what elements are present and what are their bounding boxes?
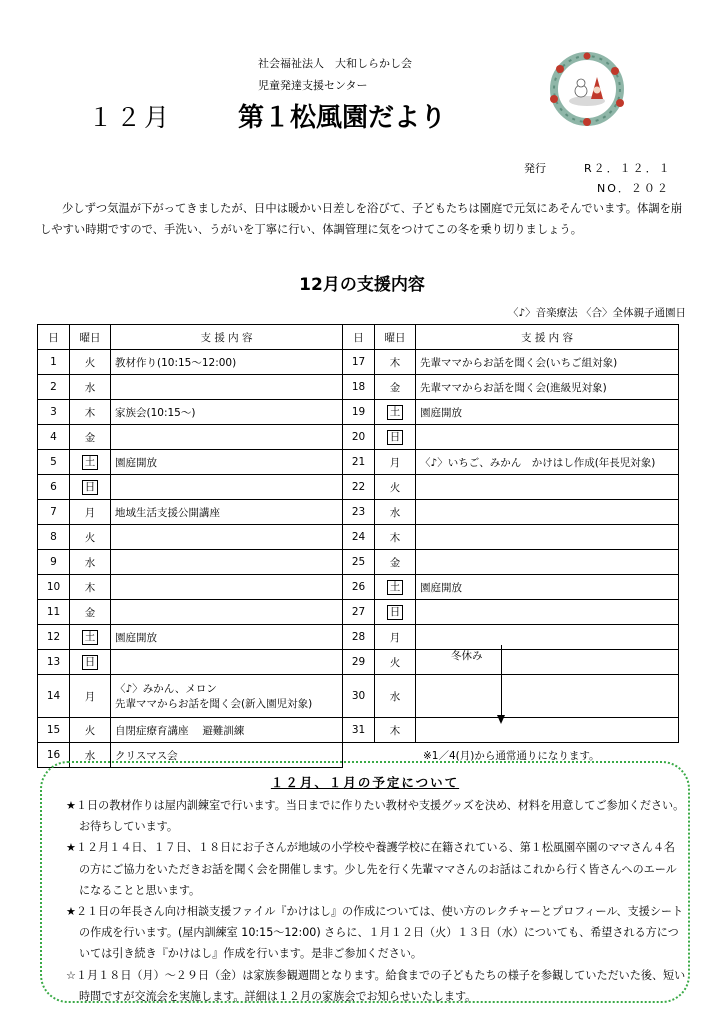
intro-paragraph: 少しずつ気温が下がってきましたが、日中は暖かい日差しを浴びて、子どもたちは園庭で元気にあそんでいます。体調を崩しやすい時期ですので、手洗い、うがいを丁寧に行い、体調管理に気をつけてこの冬を乗り切りましょう。 xyxy=(40,202,683,236)
weekday-cell xyxy=(70,600,111,625)
content-text: 先輩ママからお話を聞く会(いちご組対象) xyxy=(420,356,618,369)
day-cell: 3 xyxy=(38,400,70,425)
content-cell xyxy=(416,718,679,743)
winter-break-label: 冬休み xyxy=(451,650,483,662)
plan-item: ★１２月１４日、１７日、１８日にお子さんが地域の小学校や養護学校に在籍されている、第１松風園卒園のママさん４名の方にご協力をいただきお話を聞く会を開催します。少し先を行く先輩ママさんのお話はこれから行く皆さんへのエールになることと思います。 xyxy=(66,841,677,897)
newsletter-month: １２月 xyxy=(88,103,173,132)
weekday-cell xyxy=(375,575,416,600)
table-row xyxy=(38,625,679,650)
content-cell xyxy=(416,425,679,450)
schedule-table xyxy=(37,324,679,768)
day-cell: 23 xyxy=(343,500,375,525)
day-cell: 14 xyxy=(38,675,70,718)
issue-label: 発行 xyxy=(524,162,546,175)
content-text: 家族会(10:15～) xyxy=(115,406,196,419)
day-cell: 16 xyxy=(38,743,70,768)
day-cell: 26 xyxy=(343,575,375,600)
weekday-cell xyxy=(70,650,111,675)
weekday-label: 土 xyxy=(387,580,404,595)
table-header-row xyxy=(38,325,679,350)
weekday-label: 水 xyxy=(389,690,401,703)
content-cell xyxy=(111,575,343,600)
weekday-label: 火 xyxy=(389,656,401,669)
content-text: 園庭開放 xyxy=(420,581,462,594)
schedule-title: 12月の支援内容 xyxy=(299,275,425,295)
org-name: 社会福祉法人 大和しらかし会 xyxy=(258,57,412,70)
table-row xyxy=(38,450,679,475)
weekday-cell xyxy=(70,575,111,600)
weekday-label: 日 xyxy=(82,655,99,670)
day-cell: 15 xyxy=(38,718,70,743)
content-cell xyxy=(111,600,343,625)
day-cell: 31 xyxy=(343,718,375,743)
table-row xyxy=(38,650,679,675)
weekday-label: 月 xyxy=(389,456,401,469)
weekday-cell xyxy=(375,650,416,675)
weekday-cell xyxy=(70,525,111,550)
day-cell: 7 xyxy=(38,500,70,525)
header-day: 日 xyxy=(38,325,70,350)
content-text-line2: 先輩ママからお話を聞く会(新入園児対象) xyxy=(115,698,313,710)
day-cell: 8 xyxy=(38,525,70,550)
issue-number: NO．２０２ xyxy=(597,182,670,195)
weekday-cell xyxy=(70,625,111,650)
weekday-label: 金 xyxy=(389,556,401,569)
day-cell: 1 xyxy=(38,350,70,375)
content-cell xyxy=(416,550,679,575)
weekday-cell xyxy=(375,600,416,625)
center-name: 児童発達支援センター xyxy=(258,79,368,92)
weekday-cell xyxy=(70,450,111,475)
day-cell: 25 xyxy=(343,550,375,575)
weekday-label: 木 xyxy=(84,581,96,594)
weekday-cell xyxy=(375,475,416,500)
weekday-cell xyxy=(70,718,111,743)
weekday-label: 日 xyxy=(82,480,99,495)
issue-date-value: R２．１２．１ xyxy=(584,162,672,175)
content-cell xyxy=(416,375,679,400)
plans-box xyxy=(40,761,690,1003)
content-cell xyxy=(416,400,679,425)
day-cell: 21 xyxy=(343,450,375,475)
weekday-cell xyxy=(375,675,416,718)
weekday-label: 水 xyxy=(389,506,401,519)
content-cell xyxy=(111,500,343,525)
newsletter-title: 第１松風園だより xyxy=(238,103,447,133)
content-cell xyxy=(111,450,343,475)
weekday-label: 月 xyxy=(84,690,96,703)
content-cell xyxy=(416,600,679,625)
weekday-label: 火 xyxy=(84,531,96,544)
weekday-cell xyxy=(375,425,416,450)
weekday-label: 土 xyxy=(82,630,99,645)
weekday-cell xyxy=(70,550,111,575)
weekday-label: 木 xyxy=(389,724,401,737)
table-row xyxy=(38,500,679,525)
plan-item: ★２１日の年長さん向け相談支援ファイル『かけはし』の作成については、使い方のレクチャーとプロフィール、支援シートの作成を行います。(屋内訓練室 10:15～12:00) さらに、１月１２日（火）１３日（水）についても、希望される方については引き続き『かけはし』作成を行います。是非ご参加ください。 xyxy=(66,905,684,961)
winter-break-arrow xyxy=(501,645,502,717)
content-cell xyxy=(416,350,679,375)
content-text: 地域生活支援公開講座 xyxy=(115,506,220,519)
weekday-cell xyxy=(70,350,111,375)
weekday-cell xyxy=(375,550,416,575)
schedule-legend: 〈♪〉音楽療法 〈合〉全体親子通園日 xyxy=(507,307,686,319)
content-cell xyxy=(416,450,679,475)
weekday-cell xyxy=(375,375,416,400)
content-cell xyxy=(416,575,679,600)
content-cell xyxy=(111,525,343,550)
weekday-label: 土 xyxy=(387,405,404,420)
day-cell: 5 xyxy=(38,450,70,475)
content-text: 教材作り(10:15～12:00) xyxy=(115,356,237,369)
table-row xyxy=(38,550,679,575)
day-cell: 30 xyxy=(343,675,375,718)
weekday-cell xyxy=(375,400,416,425)
content-cell xyxy=(111,650,343,675)
day-cell: 22 xyxy=(343,475,375,500)
weekday-cell xyxy=(70,400,111,425)
weekday-cell xyxy=(375,350,416,375)
content-cell xyxy=(111,550,343,575)
content-text: 園庭開放 xyxy=(115,631,157,644)
weekday-label: 土 xyxy=(82,455,99,470)
weekday-label: 金 xyxy=(84,431,96,444)
weekday-label: 木 xyxy=(389,531,401,544)
content-text: クリスマス会 xyxy=(115,749,178,762)
weekday-cell xyxy=(70,425,111,450)
content-cell xyxy=(416,500,679,525)
day-cell: 17 xyxy=(343,350,375,375)
weekday-label: 日 xyxy=(387,430,404,445)
table-row xyxy=(38,425,679,450)
day-cell: 27 xyxy=(343,600,375,625)
table-row xyxy=(38,575,679,600)
schedule-note: ※1／4(月)から通常通りになります。 xyxy=(343,743,679,768)
weekday-label: 月 xyxy=(84,506,96,519)
weekday-label: 日 xyxy=(387,605,404,620)
day-cell: 18 xyxy=(343,375,375,400)
weekday-cell xyxy=(375,450,416,475)
content-cell xyxy=(111,425,343,450)
content-cell xyxy=(111,625,343,650)
content-cell xyxy=(111,718,343,743)
content-cell xyxy=(111,350,343,375)
weekday-cell xyxy=(70,475,111,500)
weekday-label: 火 xyxy=(84,356,96,369)
content-cell xyxy=(111,675,343,718)
header-content: 支 援 内 容 xyxy=(111,325,343,350)
weekday-cell xyxy=(70,500,111,525)
day-cell: 11 xyxy=(38,600,70,625)
weekday-cell xyxy=(375,718,416,743)
weekday-cell xyxy=(375,625,416,650)
day-cell: 24 xyxy=(343,525,375,550)
weekday-cell xyxy=(70,375,111,400)
header-dow: 曜日 xyxy=(375,325,416,350)
day-cell: 6 xyxy=(38,475,70,500)
issue-date xyxy=(524,160,672,176)
weekday-label: 水 xyxy=(84,381,96,394)
content-cell xyxy=(111,400,343,425)
arrow-down-icon xyxy=(497,715,505,724)
content-cell xyxy=(416,525,679,550)
weekday-label: 火 xyxy=(84,724,96,737)
header-content: 支 援 内 容 xyxy=(416,325,679,350)
content-cell xyxy=(416,675,679,718)
weekday-label: 水 xyxy=(84,556,96,569)
weekday-cell xyxy=(375,500,416,525)
header-day: 日 xyxy=(343,325,375,350)
day-cell: 19 xyxy=(343,400,375,425)
header-dow: 曜日 xyxy=(70,325,111,350)
day-cell: 10 xyxy=(38,575,70,600)
plan-item: ☆１月１８日（月）～２９日（金）は家族参観週間となります。給食までの子どもたちの様子を参観していただいた後、短い時間ですが交流会を実施します。詳細は１２月の家族会でお知らせいたします。 xyxy=(66,968,686,1003)
plans-title: １２月、１月の予定について xyxy=(270,775,460,790)
weekday-label: 木 xyxy=(84,406,96,419)
table-row xyxy=(38,375,679,400)
content-text: 先輩ママからお話を聞く会(進級児対象) xyxy=(420,381,607,394)
day-cell: 13 xyxy=(38,650,70,675)
day-cell: 9 xyxy=(38,550,70,575)
christmas-wreath-illustration xyxy=(527,47,647,133)
day-cell: 28 xyxy=(343,625,375,650)
content-cell xyxy=(111,375,343,400)
day-cell: 20 xyxy=(343,425,375,450)
content-cell xyxy=(416,475,679,500)
content-text: 園庭開放 xyxy=(115,456,157,469)
content-cell xyxy=(111,475,343,500)
day-cell: 12 xyxy=(38,625,70,650)
table-row xyxy=(38,400,679,425)
plans-list xyxy=(66,795,686,1007)
content-text: 〈♪〉みかん、メロン xyxy=(115,683,217,695)
table-row xyxy=(38,718,679,743)
weekday-label: 木 xyxy=(389,356,401,369)
table-row xyxy=(38,525,679,550)
day-cell: 29 xyxy=(343,650,375,675)
day-cell: 4 xyxy=(38,425,70,450)
table-row xyxy=(38,675,679,718)
weekday-label: 火 xyxy=(389,481,401,494)
weekday-label: 水 xyxy=(84,749,96,762)
table-row xyxy=(38,475,679,500)
weekday-label: 金 xyxy=(389,381,401,394)
plan-item: ★１日の教材作りは屋内訓練室で行います。当日までに作りたい教材や支援グッズを決め、材料を用意してご参加ください。お待ちしています。 xyxy=(66,799,685,834)
content-text: 〈♪〉いちご、みかん かけはし作成(年長児対象) xyxy=(420,456,656,469)
weekday-cell xyxy=(70,675,111,718)
content-text: 園庭開放 xyxy=(420,406,462,419)
content-text: 自閉症療育講座 避難訓練 xyxy=(115,724,245,737)
table-row xyxy=(38,350,679,375)
weekday-cell xyxy=(375,525,416,550)
table-row xyxy=(38,600,679,625)
weekday-label: 金 xyxy=(84,606,96,619)
weekday-label: 月 xyxy=(389,631,401,644)
day-cell: 2 xyxy=(38,375,70,400)
content-cell xyxy=(416,625,679,650)
